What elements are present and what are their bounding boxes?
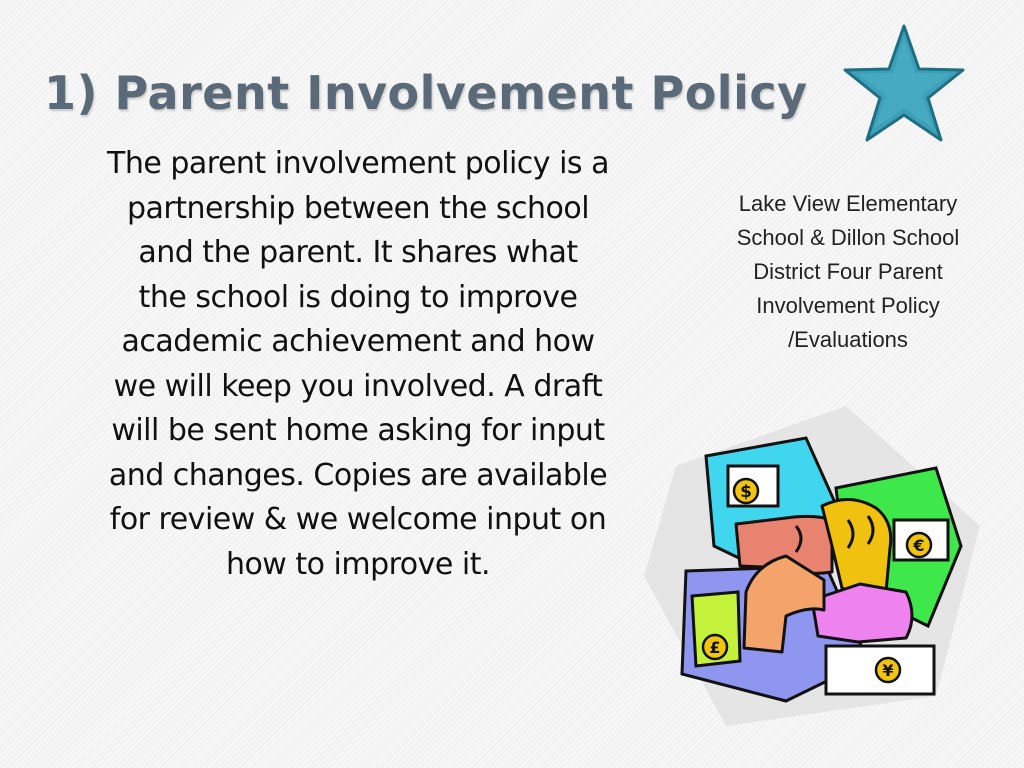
slide-title: 1) Parent Involvement Policy [44,66,808,120]
policy-line: The parent involvement policy is a [107,146,609,181]
caption-line: Lake View Elementary [738,191,958,216]
policy-line: how to improve it. [225,546,491,582]
policy-line: partnership between the school [126,190,590,226]
caption-line: School & Dillon School [736,225,960,250]
policy-line: will be sent home asking for input [111,413,605,448]
policy-caption [708,187,988,357]
caption-line: District Four Parent [753,259,943,284]
policy-description [52,142,664,587]
svg-text:¥: ¥ [882,661,894,680]
policy-line: academic achievement and how [121,324,595,359]
svg-text:$: $ [740,482,752,502]
yen-coin-icon [876,658,900,682]
policy-line: and changes. Copies are available [108,457,608,493]
joined-hands-currency-clipart [636,396,988,732]
caption-line: Involvement Policy [756,293,940,318]
svg-text:€: € [913,536,925,555]
euro-coin-icon [907,533,931,557]
policy-line: and the parent. It shares what [138,235,578,270]
pound-coin-icon [703,635,727,659]
policy-line: for review & we welcome input on [109,502,607,537]
svg-text:£: £ [709,638,721,657]
policy-line: the school is doing to improve [138,279,578,315]
star-icon [842,22,966,144]
dollar-coin-icon [734,479,758,503]
policy-line: we will keep you involved. A draft [113,368,603,404]
caption-line: /Evaluations [788,327,908,352]
